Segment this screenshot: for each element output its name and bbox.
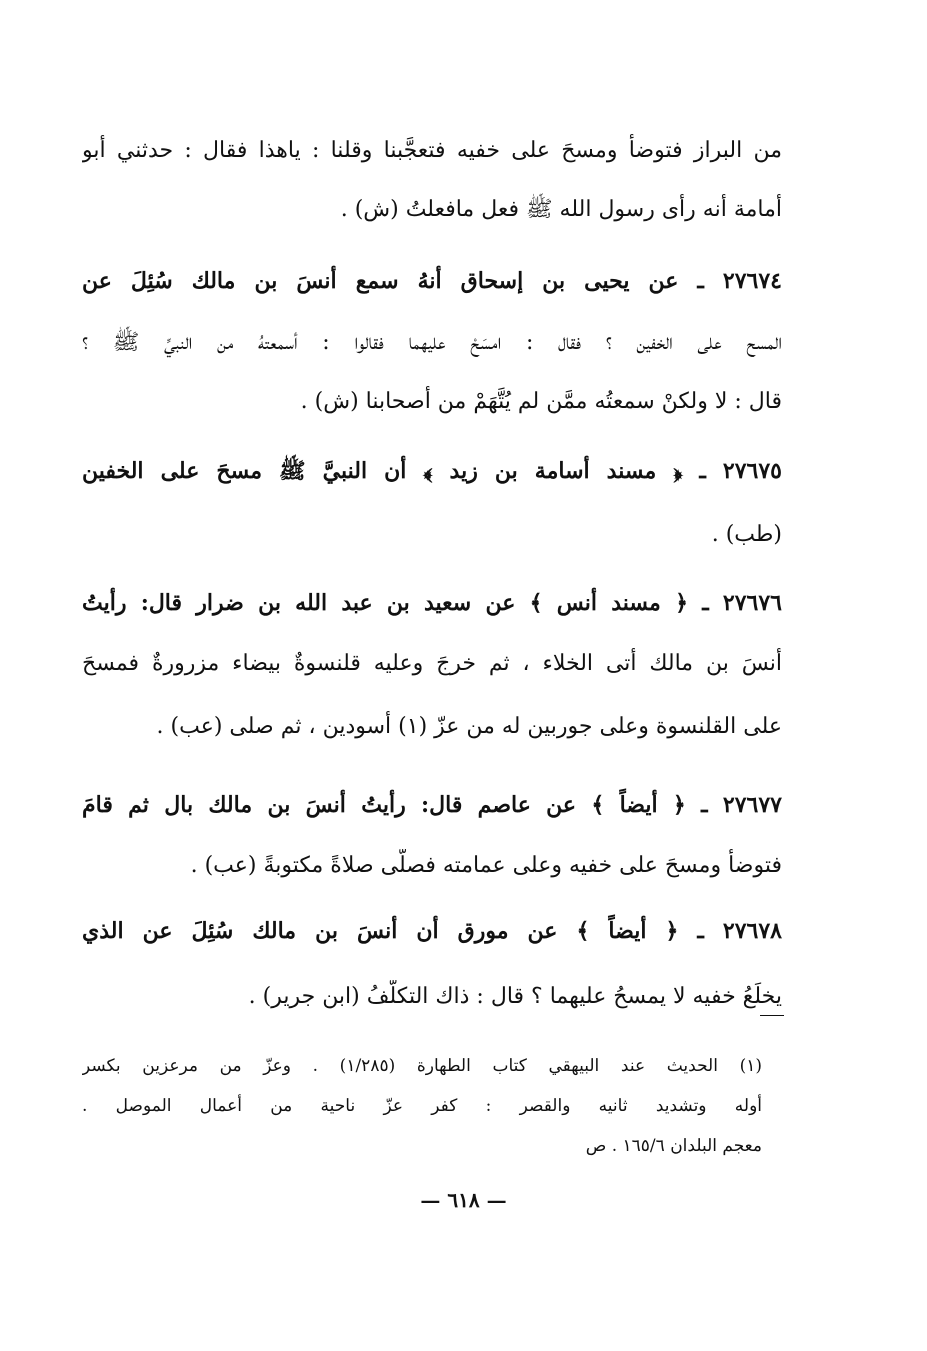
footnote-line: أوله وتشديد ثانيه والقصر : كفر عزّ ناحية من أعمال الموصل . bbox=[82, 1096, 762, 1116]
text-line: من البراز فتوضأ ومسحَ على خفيه فتعجَّبنا وقلنا : ياهذا فقال : حدثني أبو bbox=[82, 138, 782, 163]
hadith-27677-line: ٢٧٦٧٧ ـ ﴿ أيضاً ﴾ عن عاصم قال: رأيتُ أنسَ بن مالك بال ثم قامَ bbox=[82, 792, 782, 818]
hadith-27675-line: ٢٧٦٧٥ ـ ﴿ مسند أسامة بن زيد ﴾ أن النبيَّ ﷺ مسحَ على الخفين bbox=[82, 458, 782, 484]
text-line: قال : لا ولكنْ سمعتُه ممَّن لم يُتَّهَمْ من أصحابنا (ش) . bbox=[300, 389, 782, 414]
text-line: فتوضأ ومسحَ على خفيه وعلى عمامته فصلَّى صلاةً مكتوبةً (عب) . bbox=[190, 853, 782, 878]
text-line: على القلنسوة وعلى جوربين له من عزّ (١) أسودين ، ثم صلى (عب) . bbox=[156, 714, 782, 739]
hadith-27678-line: ٢٧٦٧٨ ـ ﴿ أيضاً ﴾ عن مورق أن أنسَ بن مالك سُئِلَ عن الذي bbox=[82, 918, 782, 944]
footnote-line: معجم البلدان ١٦٥/٦ . ص bbox=[585, 1136, 762, 1156]
page-number: — ٦١٨ — bbox=[420, 1188, 507, 1212]
text-line: المسح على الخفين ؟ فقال : امسَحْ عليهما فقالوا : أسمعتهُ من النبيِّ ﷺ ؟ bbox=[82, 330, 782, 355]
text-line: أمامة أنه رأى رسول الله ﷺ فعل مافعلتُ (ش) . bbox=[340, 197, 782, 222]
hadith-27676-line: ٢٧٦٧٦ ـ ﴿ مسند أنس ﴾ عن سعيد بن عبد الله بن ضرار قال: رأيتُ bbox=[82, 590, 782, 616]
footnote-separator bbox=[760, 1015, 784, 1016]
text-line: أنسَ بن مالك أتى الخلاء ، ثم خرجَ وعليه قلنسوةٌ بيضاء مزرورةٌ فمسحَ bbox=[82, 651, 782, 676]
hadith-27674-line: ٢٧٦٧٤ ـ عن يحيى بن إسحاق أنهُ سمع أنسَ بن مالك سُئِلَ عن bbox=[82, 268, 782, 294]
text-line: يخلَعُ خفيه لا يمسحُ عليهما ؟ قال : ذاك التكلُّفُ (ابن جرير) . bbox=[248, 984, 782, 1009]
footnote-line: (١) الحديث عند البيهقي كتاب الطهارة (١/٢٨٥) . وعزّ من مرعزين بكسر bbox=[82, 1056, 762, 1076]
text-line: (طب) . bbox=[711, 522, 782, 547]
